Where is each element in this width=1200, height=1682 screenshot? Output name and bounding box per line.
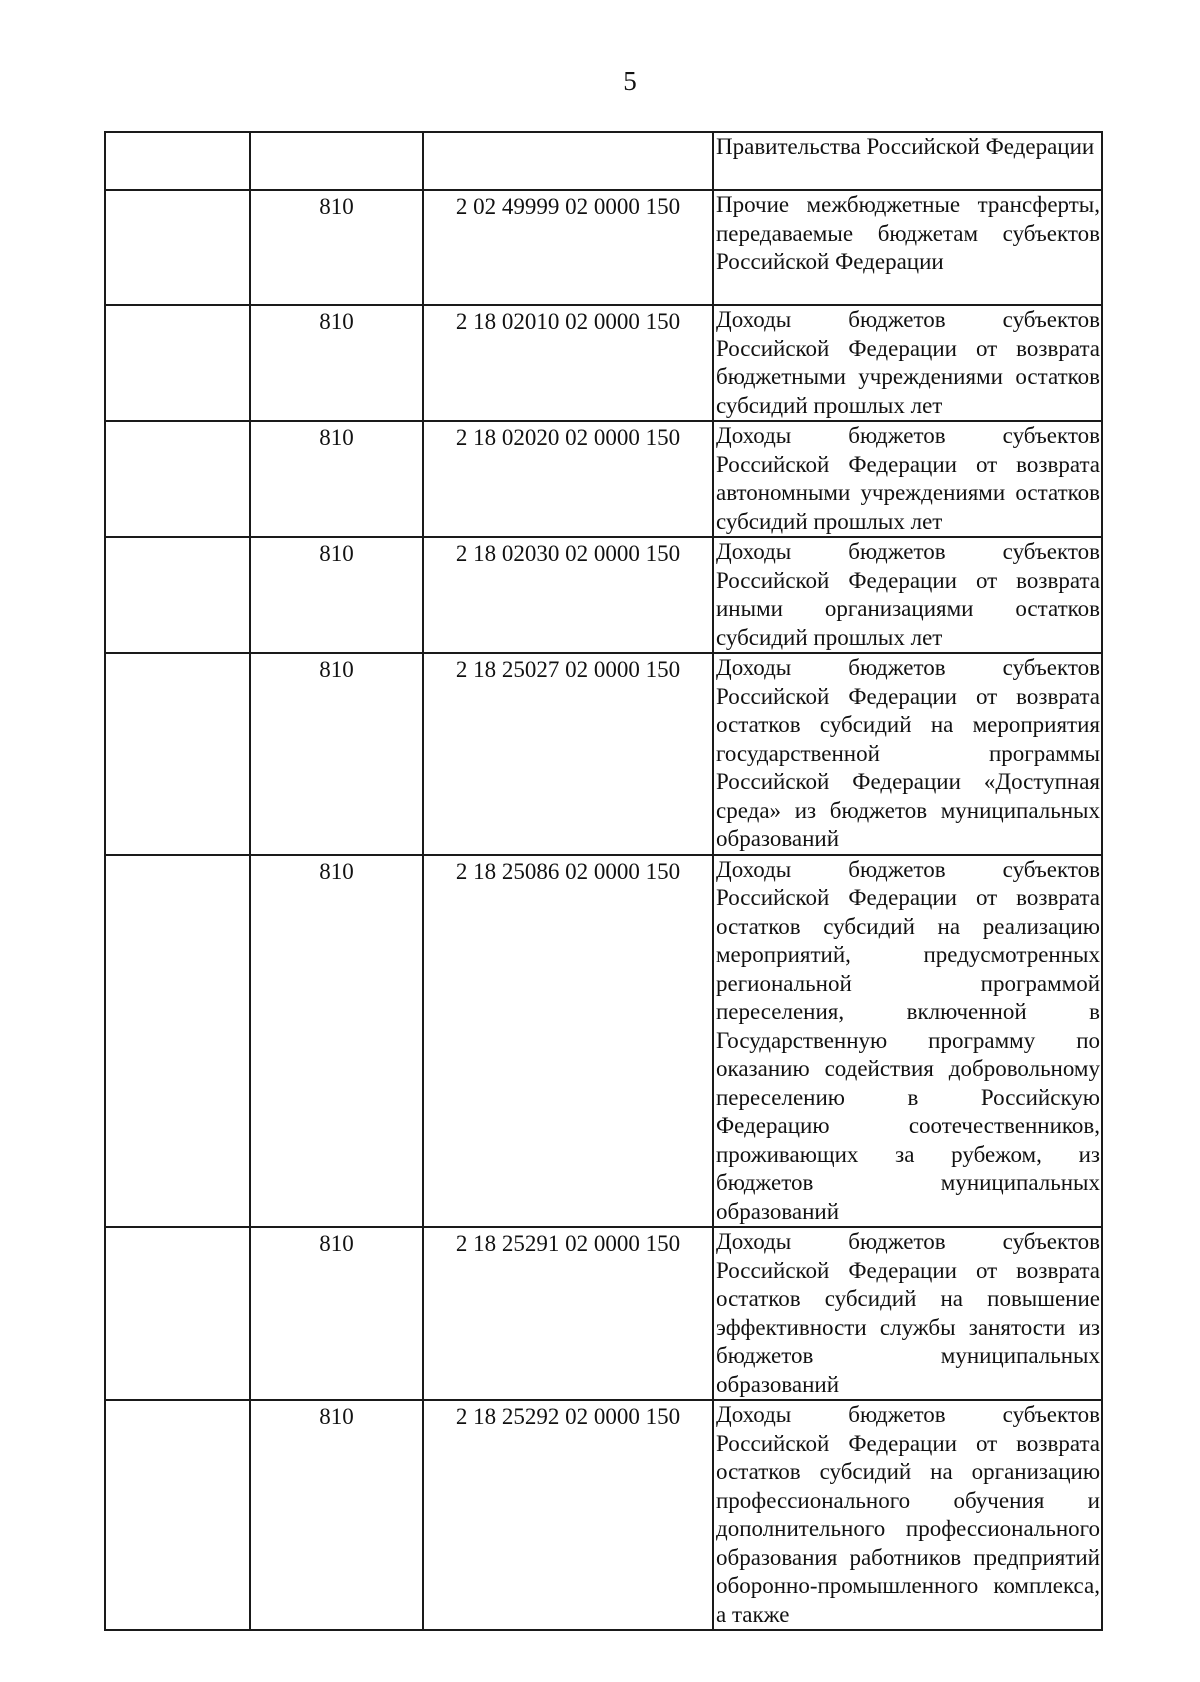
empty-cell	[105, 537, 250, 653]
admin-code-cell: 810	[250, 421, 423, 537]
budget-classification-table	[104, 131, 1103, 1631]
table-row	[105, 1227, 1102, 1400]
admin-code-cell: 810	[250, 305, 423, 421]
table-row	[105, 855, 1102, 1228]
empty-cell	[105, 1227, 250, 1400]
table-row	[105, 537, 1102, 653]
description-cell: Доходы бюджетов субъектов Российской Федерации от возврата остатков субсидий на реализацию мероприятий, предусмотренных региональной программой переселения, включенной в Государственную программу по оказанию содействия добровольному переселению в Российскую Федерацию соотечественников, проживающих за рубежом, из бюджетов муниципальных образований	[713, 855, 1102, 1228]
kbk-code-cell: 2 18 25292 02 0000 150	[423, 1400, 713, 1630]
kbk-code-cell: 2 18 02010 02 0000 150	[423, 305, 713, 421]
description-cell: Доходы бюджетов субъектов Российской Федерации от возврата иными организациями остатков субсидий прошлых лет	[713, 537, 1102, 653]
kbk-code-cell: 2 18 02030 02 0000 150	[423, 537, 713, 653]
table-row	[105, 653, 1102, 855]
empty-cell	[105, 855, 250, 1228]
kbk-code-cell: 2 18 25086 02 0000 150	[423, 855, 713, 1228]
kbk-code-cell	[423, 132, 713, 190]
admin-code-cell	[250, 132, 423, 190]
table-row	[105, 305, 1102, 421]
empty-cell	[105, 190, 250, 305]
table-row	[105, 421, 1102, 537]
admin-code-cell: 810	[250, 1227, 423, 1400]
kbk-code-cell: 2 18 02020 02 0000 150	[423, 421, 713, 537]
admin-code-cell: 810	[250, 855, 423, 1228]
table-row	[105, 190, 1102, 305]
kbk-code-cell: 2 02 49999 02 0000 150	[423, 190, 713, 305]
admin-code-cell: 810	[250, 653, 423, 855]
description-cell: Доходы бюджетов субъектов Российской Федерации от возврата бюджетными учреждениями остатков субсидий прошлых лет	[713, 305, 1102, 421]
kbk-code-cell: 2 18 25291 02 0000 150	[423, 1227, 713, 1400]
table-row	[105, 1400, 1102, 1630]
empty-cell	[105, 1400, 250, 1630]
description-cell: Доходы бюджетов субъектов Российской Федерации от возврата остатков субсидий на мероприятия государственной программы Российской Федерации «Доступная среда» из бюджетов муниципальных образований	[713, 653, 1102, 855]
description-cell: Правительства Российской Федерации	[713, 132, 1102, 190]
empty-cell	[105, 421, 250, 537]
admin-code-cell: 810	[250, 190, 423, 305]
admin-code-cell: 810	[250, 537, 423, 653]
empty-cell	[105, 653, 250, 855]
description-cell: Доходы бюджетов субъектов Российской Федерации от возврата автономными учреждениями остатков субсидий прошлых лет	[713, 421, 1102, 537]
description-cell: Прочие межбюджетные трансферты, передаваемые бюджетам субъектов Российской Федерации	[713, 190, 1102, 305]
table-row	[105, 132, 1102, 190]
page-number: 5	[623, 66, 637, 96]
description-cell: Доходы бюджетов субъектов Российской Федерации от возврата остатков субсидий на организацию профессионального обучения и дополнительного профессионального образования работников предприятий оборонно-промышленного комплекса, а также	[713, 1400, 1102, 1630]
admin-code-cell: 810	[250, 1400, 423, 1630]
kbk-code-cell: 2 18 25027 02 0000 150	[423, 653, 713, 855]
empty-cell	[105, 132, 250, 190]
empty-cell	[105, 305, 250, 421]
description-cell: Доходы бюджетов субъектов Российской Федерации от возврата остатков субсидий на повышение эффективности службы занятости из бюджетов муниципальных образований	[713, 1227, 1102, 1400]
